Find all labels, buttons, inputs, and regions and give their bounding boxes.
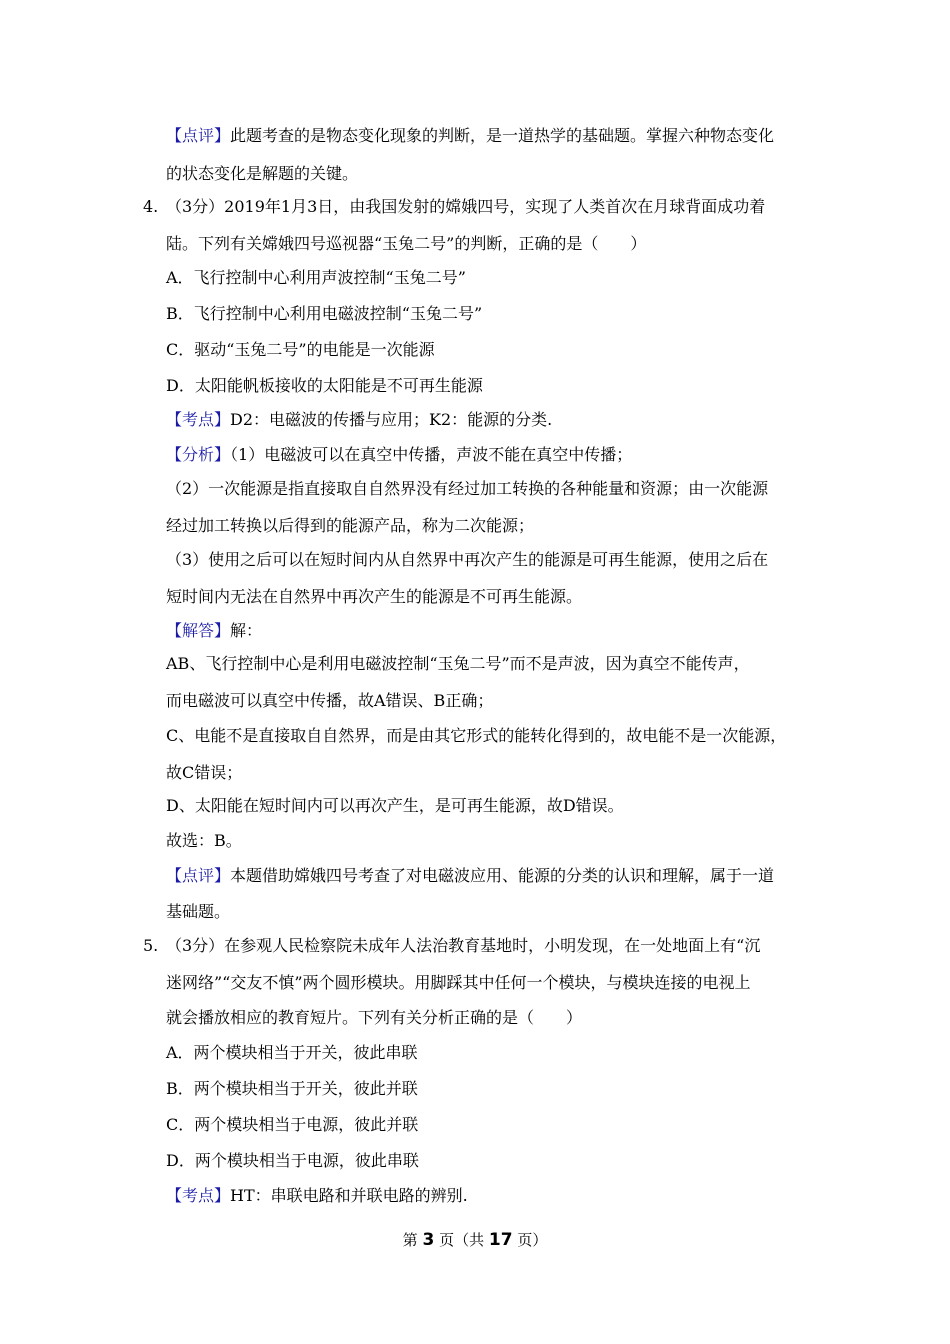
question-5-kaodian: [166, 1186, 468, 1206]
question-5-option-d: D．两个模块相当于电源，彼此串联: [166, 1151, 419, 1170]
question-5-option-a: A．两个模块相当于开关，彼此串联: [166, 1043, 418, 1062]
fenxi-line-2: （2）一次能源是指直接取自自然界没有经过加工转换的各种能量和资源；由一次能源: [166, 479, 769, 498]
jieda-tag: 【解答】: [166, 621, 231, 640]
question-5-stem-line-2: 迷网络”“交友不慎”两个圆形模块。用脚踩其中任何一个模块，与模块连接的电视上: [166, 973, 751, 992]
question-4-dianping: [166, 866, 774, 886]
jieda-line-5: D、太阳能在短时间内可以再次产生，是可再生能源，故D错误。: [166, 796, 624, 815]
fenxi-text: （1）电磁波可以在真空中传播，声波不能在真空中传播；: [230, 445, 633, 464]
kaodian-tag: 【考点】: [166, 410, 231, 429]
question-4-option-c: C．驱动“玉兔二号”的电能是一次能源: [166, 340, 435, 359]
current-page-number: 3: [422, 1230, 435, 1250]
dianping-tag: 【点评】: [166, 866, 231, 885]
comment-line: [166, 126, 774, 146]
question-4-option-a: A．飞行控制中心利用声波控制“玉兔二号”: [166, 268, 466, 287]
dianping-text: 本题借助嫦娥四号考查了对电磁波应用、能源的分类的认识和理解，属于一道: [230, 866, 775, 885]
question-5-stem-line-1: （3分）在参观人民检察院未成年人法治教育基地时，小明发现，在一处地面上有“沉: [166, 936, 761, 955]
kaodian-text: D2：电磁波的传播与应用；K2：能源的分类.: [230, 410, 553, 429]
kaodian-text: HT：串联电路和并联电路的辨别.: [230, 1186, 468, 1205]
comment-text: 此题考查的是物态变化现象的判断，是一道热学的基础题。掌握六种物态变化: [230, 126, 775, 145]
footer-suffix: 页）: [517, 1231, 548, 1249]
fenxi-line-3: 经过加工转换以后得到的能源产品，称为二次能源；: [166, 516, 535, 535]
fenxi-line-5: 短时间内无法在自然界中再次产生的能源是不可再生能源。: [166, 587, 583, 606]
comment-tag: 【点评】: [166, 126, 231, 145]
total-page-number: 17: [488, 1230, 513, 1250]
question-4-stem-line-1: （3分）2019年1月3日，由我国发射的嫦娥四号，实现了人类首次在月球背面成功着: [166, 197, 766, 216]
jieda-line-2: 而电磁波可以真空中传播，故A错误、B正确；: [166, 691, 494, 710]
comment-line-2: 的状态变化是解题的关键。: [166, 164, 359, 183]
question-4-option-b: B．飞行控制中心利用电磁波控制“玉兔二号”: [166, 304, 483, 323]
footer-mid: 页（共: [439, 1231, 485, 1249]
question-4-fenxi: [166, 445, 632, 465]
question-4-option-d: D．太阳能帆板接收的太阳能是不可再生能源: [166, 376, 483, 395]
fenxi-tag: 【分析】: [166, 445, 231, 464]
question-5-option-c: C．两个模块相当于电源，彼此并联: [166, 1115, 419, 1134]
jieda-line-6: 故选：B。: [166, 831, 242, 850]
question-4-kaodian: [166, 410, 552, 430]
dianping-line-2: 基础题。: [166, 902, 231, 921]
question-5-number: 5.: [143, 936, 159, 955]
page-footer: [0, 1230, 950, 1250]
jieda-text: 解：: [230, 621, 263, 640]
question-4-number: 4.: [143, 197, 159, 216]
jieda-line-1: AB、飞行控制中心是利用电磁波控制“玉兔二号”而不是声波，因为真空不能传声，: [166, 654, 750, 673]
footer-prefix: 第: [402, 1231, 418, 1249]
jieda-line-3: C、电能不是直接取自自然界，而是由其它形式的能转化得到的，故电能不是一次能源，: [166, 726, 787, 745]
fenxi-line-4: （3）使用之后可以在短时间内从自然界中再次产生的能源是可再生能源，使用之后在: [166, 550, 769, 569]
kaodian-tag: 【考点】: [166, 1186, 231, 1205]
question-4-jieda: [166, 621, 262, 641]
question-5-stem-line-3: 就会播放相应的教育短片。下列有关分析正确的是（ ）: [166, 1008, 583, 1027]
question-4-stem-line-2: 陆。下列有关嫦娥四号巡视器“玉兔二号”的判断，正确的是（ ）: [166, 234, 647, 253]
question-5-option-b: B．两个模块相当于开关，彼此并联: [166, 1079, 418, 1098]
jieda-line-4: 故C错误；: [166, 763, 243, 782]
